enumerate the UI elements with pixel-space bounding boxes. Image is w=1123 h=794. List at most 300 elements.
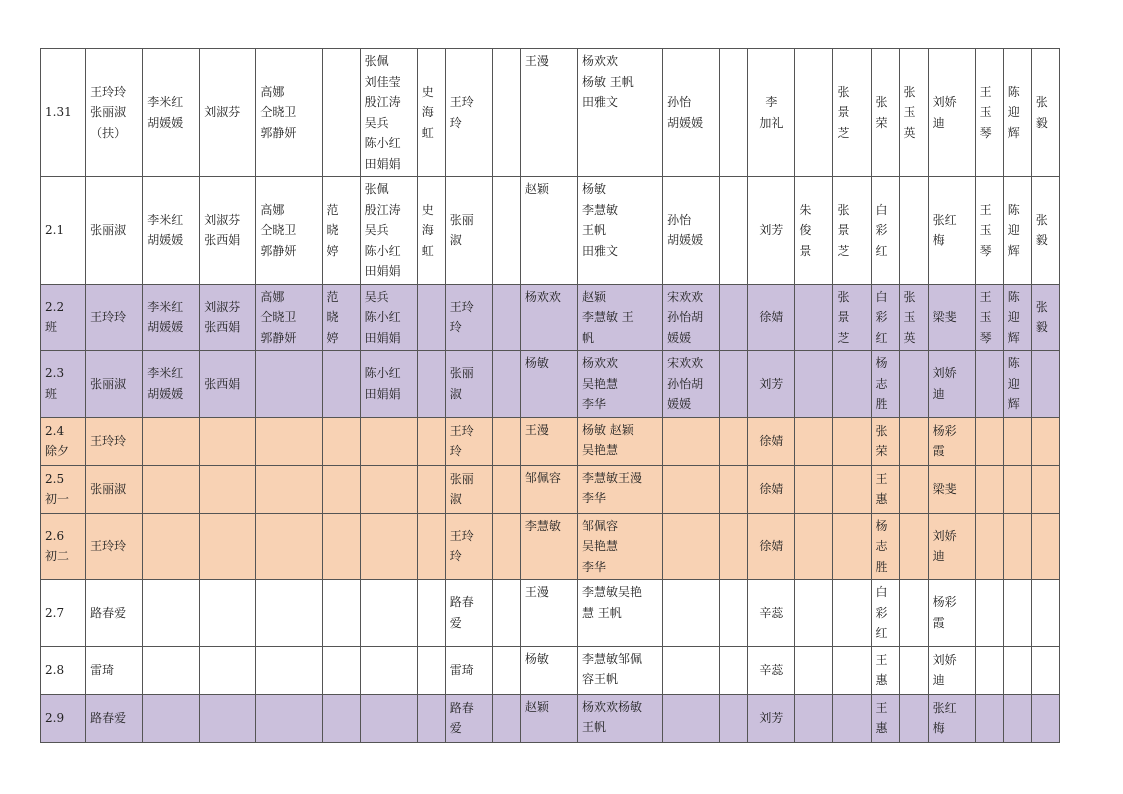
roster-cell bbox=[41, 465, 86, 513]
roster-cell bbox=[833, 513, 871, 580]
roster-row bbox=[41, 580, 1060, 647]
cell-text: 陈 迎 辉 bbox=[1007, 289, 1020, 345]
roster-cell bbox=[520, 49, 577, 177]
cell-text: 2.4 除夕 bbox=[45, 423, 70, 458]
cell-text: 2.6 初二 bbox=[45, 528, 70, 564]
roster-cell bbox=[1031, 351, 1059, 418]
cell-text: 王漫 bbox=[524, 422, 549, 437]
roster-cell bbox=[256, 513, 322, 580]
cell-text: 王 惠 bbox=[875, 700, 888, 735]
cell-text: 张 毅 bbox=[1035, 95, 1048, 130]
roster-cell bbox=[417, 351, 445, 418]
cell-text: 刘淑芬 bbox=[204, 105, 241, 120]
cell-text: 王玲玲 bbox=[90, 310, 127, 324]
roster-cell bbox=[1031, 417, 1059, 465]
cell-text: 杨欢欢 吴艳慧 李华 bbox=[581, 356, 618, 411]
cell-text: 张 景 芝 bbox=[837, 202, 850, 258]
roster-cell bbox=[360, 646, 417, 694]
cell-text: 徐婧 bbox=[759, 539, 784, 553]
cell-text: 孙怡 胡媛媛 bbox=[667, 212, 704, 248]
roster-cell bbox=[86, 465, 143, 513]
cell-text: 刘芳 bbox=[759, 376, 784, 391]
roster-cell bbox=[1003, 177, 1031, 285]
roster-cell bbox=[663, 465, 720, 513]
roster-cell bbox=[143, 465, 200, 513]
roster-cell bbox=[1003, 284, 1031, 351]
roster-cell bbox=[86, 284, 143, 351]
cell-text: 王玲 玲 bbox=[449, 423, 474, 458]
roster-cell bbox=[833, 646, 871, 694]
roster-cell bbox=[360, 465, 417, 513]
cell-text: 王 玉 琴 bbox=[979, 84, 992, 140]
cell-text: 李米红 胡媛媛 bbox=[147, 95, 184, 130]
cell-text: 王 惠 bbox=[875, 652, 888, 687]
cell-text: 张丽 淑 bbox=[449, 212, 474, 248]
roster-cell bbox=[1003, 513, 1031, 580]
cell-text: 梁斐 bbox=[932, 481, 957, 496]
cell-text: 杨欢欢 杨敏 王帆 田雅文 bbox=[581, 54, 634, 109]
roster-cell bbox=[1031, 694, 1059, 742]
cell-text: 张 毅 bbox=[1035, 212, 1048, 248]
cell-text: 杨欢欢杨敏 王帆 bbox=[581, 699, 642, 734]
roster-cell bbox=[520, 465, 577, 513]
roster-cell bbox=[1003, 646, 1031, 694]
cell-text: 刘淑芬 张西娟 bbox=[204, 299, 241, 335]
roster-cell bbox=[871, 513, 899, 580]
roster-cell bbox=[492, 465, 520, 513]
roster-cell bbox=[322, 351, 360, 418]
roster-cell bbox=[1003, 49, 1031, 177]
cell-text: 李 加礼 bbox=[759, 95, 784, 130]
roster-cell bbox=[720, 513, 748, 580]
roster-cell bbox=[663, 580, 720, 647]
cell-text: 赵颖 bbox=[524, 182, 549, 196]
roster-cell bbox=[322, 49, 360, 177]
roster-cell bbox=[417, 513, 445, 580]
roster-cell bbox=[663, 284, 720, 351]
cell-text: 徐婧 bbox=[759, 310, 784, 324]
roster-cell bbox=[520, 177, 577, 285]
roster-cell bbox=[663, 694, 720, 742]
roster-cell bbox=[577, 465, 662, 513]
cell-text: 刘芳 bbox=[759, 223, 784, 237]
cell-text: 张 荣 bbox=[875, 95, 888, 130]
duty-roster-table bbox=[40, 48, 1060, 743]
roster-cell bbox=[833, 284, 871, 351]
cell-text: 张 玉 英 bbox=[903, 289, 916, 345]
roster-cell bbox=[445, 694, 492, 742]
cell-text: 刘娇 迪 bbox=[932, 366, 957, 401]
roster-cell bbox=[577, 694, 662, 742]
roster-cell bbox=[748, 49, 795, 177]
roster-cell bbox=[928, 465, 975, 513]
roster-cell bbox=[1031, 513, 1059, 580]
roster-cell bbox=[256, 177, 322, 285]
roster-cell bbox=[748, 580, 795, 647]
cell-text: 王玲 玲 bbox=[449, 299, 474, 335]
roster-cell bbox=[417, 177, 445, 285]
roster-row bbox=[41, 49, 1060, 177]
roster-cell bbox=[200, 417, 256, 465]
roster-cell bbox=[445, 580, 492, 647]
cell-text: 杨彩 霞 bbox=[932, 423, 957, 458]
roster-cell bbox=[899, 694, 928, 742]
cell-text: 梁斐 bbox=[932, 310, 957, 324]
roster-cell bbox=[417, 646, 445, 694]
roster-row bbox=[41, 351, 1060, 418]
roster-cell bbox=[360, 580, 417, 647]
roster-cell bbox=[577, 351, 662, 418]
cell-text: 张佩 殷江涛 吴兵 陈小红 田娟娟 bbox=[364, 182, 401, 278]
roster-cell bbox=[360, 177, 417, 285]
roster-cell bbox=[200, 580, 256, 647]
cell-text: 路春爱 bbox=[90, 605, 127, 620]
cell-text: 辛蕊 bbox=[759, 662, 784, 677]
roster-cell bbox=[663, 351, 720, 418]
roster-cell bbox=[1031, 465, 1059, 513]
roster-row bbox=[41, 646, 1060, 694]
roster-cell bbox=[417, 694, 445, 742]
roster-cell bbox=[975, 646, 1003, 694]
roster-cell bbox=[256, 694, 322, 742]
roster-cell bbox=[795, 513, 833, 580]
cell-text: 张红 梅 bbox=[932, 700, 957, 735]
roster-cell bbox=[143, 513, 200, 580]
cell-text: 王玲玲 bbox=[90, 539, 127, 553]
roster-cell bbox=[899, 646, 928, 694]
roster-cell bbox=[928, 646, 975, 694]
roster-cell bbox=[520, 580, 577, 647]
cell-text: 辛蕊 bbox=[759, 605, 784, 620]
cell-text: 朱 俊 景 bbox=[799, 202, 812, 258]
roster-cell bbox=[445, 284, 492, 351]
roster-cell bbox=[322, 694, 360, 742]
roster-cell bbox=[1003, 580, 1031, 647]
roster-cell bbox=[200, 177, 256, 285]
roster-cell bbox=[1031, 580, 1059, 647]
roster-cell bbox=[492, 417, 520, 465]
roster-cell bbox=[871, 580, 899, 647]
roster-cell bbox=[1003, 351, 1031, 418]
roster-cell bbox=[833, 465, 871, 513]
cell-text: 杨敏 bbox=[524, 651, 549, 666]
roster-row bbox=[41, 177, 1060, 285]
roster-cell bbox=[795, 465, 833, 513]
cell-text: 刘娇 迪 bbox=[932, 95, 957, 130]
roster-cell bbox=[200, 49, 256, 177]
roster-cell bbox=[322, 513, 360, 580]
roster-cell bbox=[520, 351, 577, 418]
cell-text: 高娜 仝晓卫 郭静妍 bbox=[260, 289, 297, 345]
roster-cell bbox=[975, 284, 1003, 351]
roster-cell bbox=[899, 417, 928, 465]
cell-text: 路春 爱 bbox=[449, 595, 474, 630]
roster-cell bbox=[577, 417, 662, 465]
cell-text: 陈 迎 辉 bbox=[1007, 84, 1020, 140]
roster-cell bbox=[795, 284, 833, 351]
cell-text: 2.2 班 bbox=[45, 299, 65, 335]
roster-cell bbox=[86, 694, 143, 742]
cell-text: 张 玉 英 bbox=[903, 84, 916, 140]
cell-text: 杨敏 bbox=[524, 356, 549, 370]
roster-cell bbox=[663, 49, 720, 177]
cell-text: 刘淑芬 张西娟 bbox=[204, 212, 241, 248]
roster-cell bbox=[928, 694, 975, 742]
roster-cell bbox=[256, 646, 322, 694]
roster-cell bbox=[492, 177, 520, 285]
cell-text: 张 毅 bbox=[1035, 299, 1048, 335]
roster-cell bbox=[256, 417, 322, 465]
roster-cell bbox=[1031, 177, 1059, 285]
roster-cell bbox=[86, 177, 143, 285]
cell-text: 2.9 bbox=[45, 710, 65, 725]
roster-cell bbox=[928, 49, 975, 177]
roster-cell bbox=[795, 417, 833, 465]
roster-cell bbox=[41, 49, 86, 177]
cell-text: 1.31 bbox=[45, 105, 72, 120]
roster-cell bbox=[322, 177, 360, 285]
roster-cell bbox=[975, 49, 1003, 177]
roster-row bbox=[41, 465, 1060, 513]
cell-text: 杨 志 胜 bbox=[875, 356, 888, 411]
roster-cell bbox=[41, 284, 86, 351]
roster-cell bbox=[720, 580, 748, 647]
roster-cell bbox=[41, 351, 86, 418]
cell-text: 王漫 bbox=[524, 54, 549, 68]
roster-cell bbox=[577, 513, 662, 580]
cell-text: 王漫 bbox=[524, 585, 549, 599]
roster-cell bbox=[41, 580, 86, 647]
cell-text: 张丽淑 bbox=[90, 223, 127, 237]
roster-cell bbox=[1003, 465, 1031, 513]
roster-cell bbox=[492, 49, 520, 177]
roster-cell bbox=[720, 465, 748, 513]
roster-cell bbox=[41, 417, 86, 465]
roster-cell bbox=[492, 513, 520, 580]
cell-text: 孙怡 胡媛媛 bbox=[667, 95, 704, 130]
roster-cell bbox=[795, 177, 833, 285]
roster-row bbox=[41, 694, 1060, 742]
roster-cell bbox=[360, 417, 417, 465]
cell-text: 徐婧 bbox=[759, 481, 784, 496]
roster-cell bbox=[41, 646, 86, 694]
cell-text: 宋欢欢 孙怡胡 媛媛 bbox=[667, 289, 704, 345]
cell-text: 张佩 刘佳莹 殷江涛 吴兵 陈小红 田娟娟 bbox=[364, 54, 401, 171]
roster-cell bbox=[492, 351, 520, 418]
roster-cell bbox=[445, 417, 492, 465]
roster-cell bbox=[899, 49, 928, 177]
cell-text: 杨敏 赵颖 吴艳慧 bbox=[581, 422, 634, 457]
roster-cell bbox=[795, 580, 833, 647]
roster-cell bbox=[748, 646, 795, 694]
roster-cell bbox=[445, 177, 492, 285]
cell-text: 赵颖 李慧敏 王 帆 bbox=[581, 289, 634, 345]
cell-text: 邹佩容 吴艳慧 李华 bbox=[581, 518, 618, 574]
roster-cell bbox=[492, 646, 520, 694]
roster-cell bbox=[143, 646, 200, 694]
roster-cell bbox=[720, 351, 748, 418]
cell-text: 邹佩容 bbox=[524, 470, 561, 485]
cell-text: 李慧敏邹佩 容王帆 bbox=[581, 651, 642, 686]
roster-cell bbox=[417, 580, 445, 647]
roster-cell bbox=[360, 513, 417, 580]
cell-text: 杨欢欢 bbox=[524, 289, 561, 304]
cell-text: 张红 梅 bbox=[932, 212, 957, 248]
roster-cell bbox=[417, 417, 445, 465]
roster-row bbox=[41, 284, 1060, 351]
roster-cell bbox=[928, 284, 975, 351]
roster-cell bbox=[417, 465, 445, 513]
cell-text: 李米红 胡媛媛 bbox=[147, 366, 184, 401]
cell-text: 李慧敏王漫 李华 bbox=[581, 470, 642, 505]
roster-cell bbox=[256, 465, 322, 513]
roster-cell bbox=[663, 646, 720, 694]
cell-text: 高娜 仝晓卫 郭静妍 bbox=[260, 202, 297, 258]
roster-cell bbox=[360, 49, 417, 177]
roster-cell bbox=[795, 49, 833, 177]
roster-cell bbox=[577, 580, 662, 647]
roster-cell bbox=[899, 513, 928, 580]
cell-text: 王玲 玲 bbox=[449, 528, 474, 564]
roster-cell bbox=[833, 417, 871, 465]
roster-cell bbox=[200, 351, 256, 418]
roster-cell bbox=[577, 49, 662, 177]
roster-cell bbox=[520, 513, 577, 580]
roster-cell bbox=[86, 417, 143, 465]
roster-cell bbox=[577, 284, 662, 351]
roster-cell bbox=[833, 49, 871, 177]
roster-cell bbox=[748, 694, 795, 742]
roster-cell bbox=[492, 694, 520, 742]
roster-cell bbox=[928, 351, 975, 418]
roster-cell bbox=[871, 284, 899, 351]
roster-cell bbox=[928, 177, 975, 285]
roster-cell bbox=[445, 513, 492, 580]
cell-text: 2.8 bbox=[45, 662, 65, 677]
roster-cell bbox=[360, 351, 417, 418]
roster-cell bbox=[899, 177, 928, 285]
cell-text: 王 玉 琴 bbox=[979, 289, 992, 345]
roster-cell bbox=[86, 351, 143, 418]
cell-text: 张 荣 bbox=[875, 423, 888, 458]
roster-cell bbox=[143, 49, 200, 177]
cell-text: 李慧敏吴艳 慧 王帆 bbox=[581, 585, 642, 620]
roster-cell bbox=[833, 694, 871, 742]
cell-text: 李慧敏 bbox=[524, 518, 561, 533]
roster-cell bbox=[41, 177, 86, 285]
cell-text: 2.3 班 bbox=[45, 366, 65, 401]
roster-cell bbox=[143, 580, 200, 647]
roster-cell bbox=[143, 284, 200, 351]
roster-cell bbox=[492, 580, 520, 647]
roster-cell bbox=[928, 417, 975, 465]
roster-cell bbox=[720, 177, 748, 285]
cell-text: 张丽淑 bbox=[90, 481, 127, 496]
cell-text: 李米红 胡媛媛 bbox=[147, 212, 184, 248]
roster-cell bbox=[1031, 49, 1059, 177]
roster-cell bbox=[795, 646, 833, 694]
roster-cell bbox=[1003, 417, 1031, 465]
roster-cell bbox=[143, 417, 200, 465]
cell-text: 吴兵 陈小红 田娟娟 bbox=[364, 289, 401, 345]
cell-text: 陈 迎 辉 bbox=[1007, 202, 1020, 258]
roster-cell bbox=[795, 351, 833, 418]
roster-cell bbox=[748, 513, 795, 580]
cell-text: 路春 爱 bbox=[449, 700, 474, 735]
roster-cell bbox=[833, 177, 871, 285]
roster-row bbox=[41, 417, 1060, 465]
cell-text: 2.1 bbox=[45, 223, 65, 237]
roster-cell bbox=[899, 284, 928, 351]
roster-cell bbox=[492, 284, 520, 351]
roster-cell bbox=[720, 646, 748, 694]
roster-cell bbox=[322, 284, 360, 351]
cell-text: 杨彩 霞 bbox=[932, 595, 957, 630]
cell-text: 李米红 胡媛媛 bbox=[147, 299, 184, 335]
roster-cell bbox=[975, 417, 1003, 465]
roster-cell bbox=[417, 49, 445, 177]
roster-cell bbox=[256, 284, 322, 351]
cell-text: 宋欢欢 孙怡胡 媛媛 bbox=[667, 356, 704, 411]
roster-cell bbox=[322, 417, 360, 465]
roster-cell bbox=[200, 513, 256, 580]
cell-text: 白 彩 红 bbox=[875, 289, 888, 345]
roster-cell bbox=[833, 580, 871, 647]
cell-text: 陈 迎 辉 bbox=[1007, 356, 1020, 411]
roster-cell bbox=[975, 580, 1003, 647]
roster-row bbox=[41, 513, 1060, 580]
cell-text: 史 海 虹 bbox=[421, 202, 434, 258]
roster-body bbox=[41, 49, 1060, 743]
cell-text: 张 景 芝 bbox=[837, 289, 850, 345]
roster-cell bbox=[928, 513, 975, 580]
roster-cell bbox=[41, 694, 86, 742]
cell-text: 刘娇 迪 bbox=[932, 652, 957, 687]
roster-cell bbox=[86, 513, 143, 580]
cell-text: 张丽淑 bbox=[90, 376, 127, 391]
roster-cell bbox=[200, 465, 256, 513]
roster-cell bbox=[748, 284, 795, 351]
roster-cell bbox=[975, 177, 1003, 285]
roster-cell bbox=[748, 417, 795, 465]
roster-cell bbox=[445, 351, 492, 418]
roster-cell bbox=[871, 694, 899, 742]
roster-cell bbox=[795, 694, 833, 742]
roster-cell bbox=[871, 351, 899, 418]
cell-text: 史 海 虹 bbox=[421, 84, 434, 140]
roster-cell bbox=[748, 177, 795, 285]
roster-cell bbox=[86, 646, 143, 694]
roster-cell bbox=[86, 49, 143, 177]
roster-cell bbox=[256, 49, 322, 177]
cell-text: 雷琦 bbox=[449, 662, 474, 677]
roster-cell bbox=[975, 351, 1003, 418]
roster-cell bbox=[720, 694, 748, 742]
roster-cell bbox=[663, 513, 720, 580]
roster-cell bbox=[833, 351, 871, 418]
cell-text: 王玲 玲 bbox=[449, 95, 474, 130]
roster-cell bbox=[1031, 646, 1059, 694]
roster-cell bbox=[899, 351, 928, 418]
roster-cell bbox=[748, 351, 795, 418]
roster-cell bbox=[143, 694, 200, 742]
roster-cell bbox=[200, 694, 256, 742]
roster-cell bbox=[322, 465, 360, 513]
cell-text: 白 彩 红 bbox=[875, 202, 888, 258]
roster-cell bbox=[720, 417, 748, 465]
roster-cell bbox=[975, 513, 1003, 580]
roster-cell bbox=[41, 513, 86, 580]
